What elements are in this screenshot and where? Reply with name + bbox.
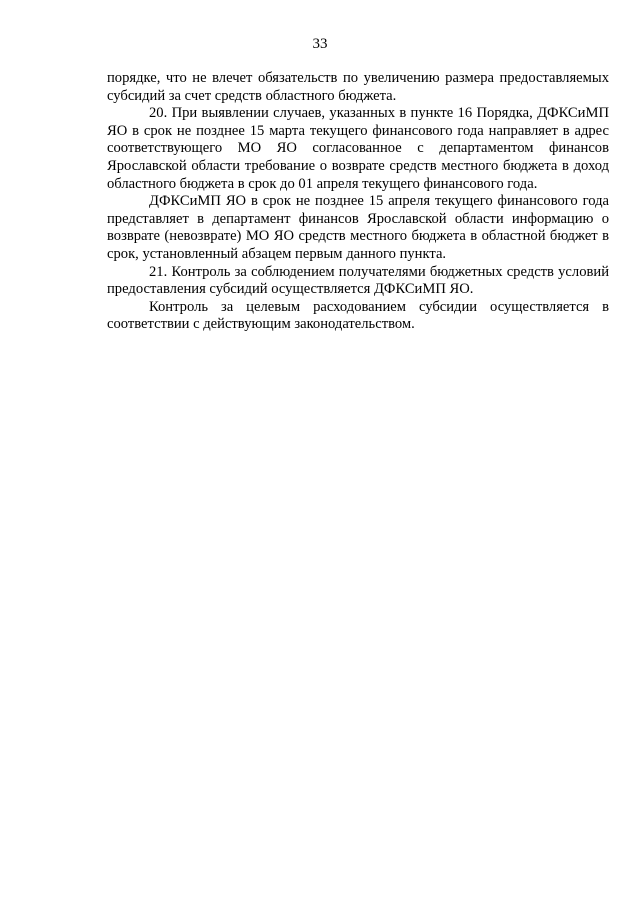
paragraph-control: Контроль за целевым расходованием субсидии осуществляется в соответствии с действующим законодательством. — [107, 298, 609, 333]
page-number: 33 — [312, 36, 328, 52]
paragraph-item-21: 21. Контроль за соблюдением получателями бюджетных средств условий предоставления субсидий осуществляется ДФКСиМП ЯО. — [107, 263, 609, 298]
document-body — [107, 70, 609, 334]
paragraph-continuation: порядке, что не влечет обязательств по увеличению размера предоставляемых субсидий за счет средств областного бюджета. — [107, 70, 609, 104]
paragraph-report-deadline: ДФКСиМП ЯО в срок не позднее 15 апреля текущего финансового года представляет в департамент финансов Ярославской области информацию о возврате (невозврате) МО ЯО средств местного бюджета в областной бюджет в срок, установленный абзацем первым данного пункта. — [107, 193, 609, 262]
paragraph-item-20: 20. При выявлении случаев, указанных в пункте 16 Порядка, ДФКСиМП ЯО в срок не позднее 15 марта текущего финансового года направляет в адрес соответствующего МО ЯО согласованное с департаментом финансов Ярославской области требование о возврате средств местного бюджета в доход областного бюджета в срок до 01 апреля текущего финансового года. — [107, 105, 609, 192]
